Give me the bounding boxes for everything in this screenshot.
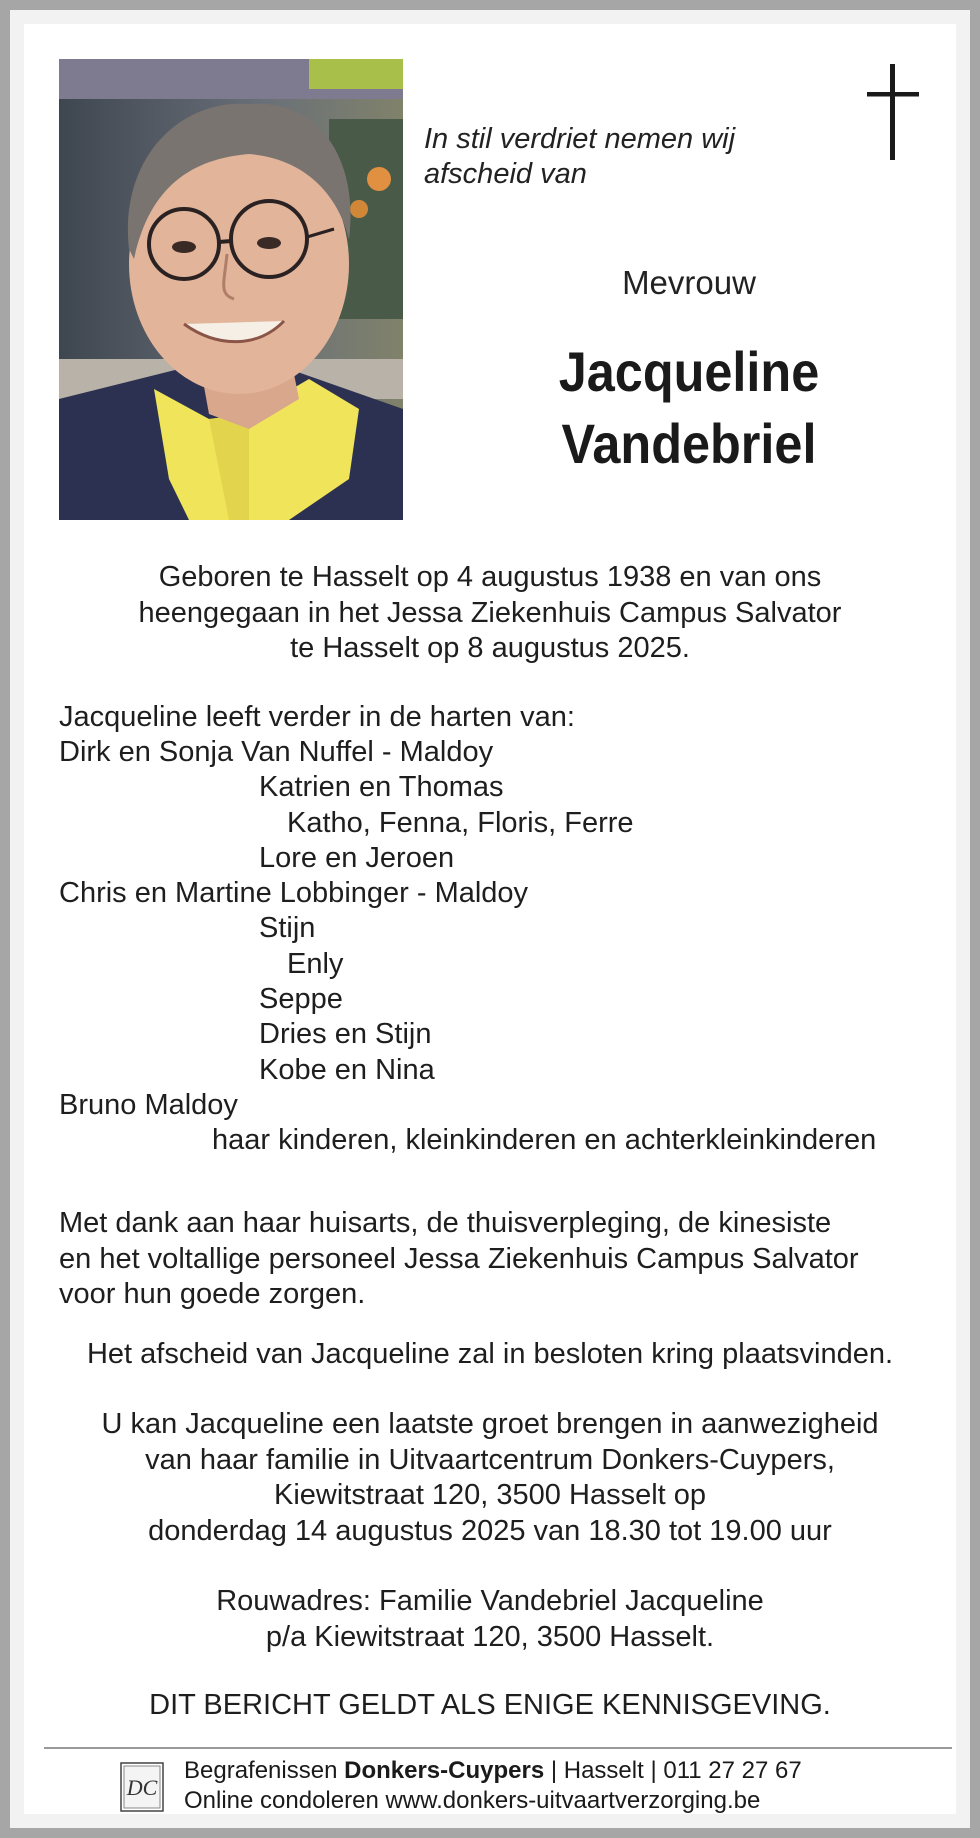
thanks-text: [59, 1206, 859, 1313]
footer-city: Hasselt: [563, 1757, 644, 1784]
family-entry: Seppe: [259, 983, 343, 1016]
deceased-name: [451, 336, 928, 480]
family-entry: Chris en Martine Lobbinger - Maldoy: [59, 877, 529, 910]
family-entry: haar kinderen, kleinkinderen en achterkleinkinderen: [212, 1124, 877, 1157]
family-entry: Dries en Stijn: [259, 1018, 432, 1051]
address-line: Rouwadres: Familie Vandebriel Jacqueline: [216, 1585, 764, 1617]
intro-line-2: afscheid van: [424, 158, 587, 190]
thanks-line: voor hun goede zorgen.: [59, 1278, 366, 1310]
birth-death-info: [24, 560, 956, 667]
portrait-photo: [59, 59, 403, 520]
intro-text: [424, 122, 804, 192]
birth-death-line: te Hasselt op 8 augustus 2025.: [290, 632, 690, 664]
family-entry: Lore en Jeroen: [259, 841, 455, 874]
family-entry: Katrien en Thomas: [259, 771, 504, 804]
family-entry: Bruno Maldoy: [59, 1088, 238, 1121]
family-entry: Katho, Fenna, Floris, Ferre: [287, 806, 634, 839]
last-name: Vandebriel: [561, 412, 817, 475]
visitation-text: [24, 1407, 956, 1549]
footer-separator: |: [650, 1757, 657, 1784]
family-entry: Kobe en Nina: [259, 1053, 435, 1086]
footer-company: Donkers-Cuypers: [344, 1757, 545, 1784]
funeral-home-logo-icon: [120, 1762, 164, 1812]
farewell-text: Het afscheid van Jacqueline zal in besloten kring plaatsvinden.: [86, 1338, 894, 1370]
footer-phone: 011 27 27 67: [663, 1757, 802, 1784]
footer-line-2: Online condoleren www.donkers-uitvaartverzorging.be: [184, 1787, 761, 1814]
address-line: p/a Kiewitstraat 120, 3500 Hasselt.: [265, 1620, 715, 1653]
thanks-line: Met dank aan haar huisarts, de thuisverpleging, de kinesiste: [59, 1207, 832, 1239]
cross-icon: [864, 62, 924, 162]
visitation-line: U kan Jacqueline een laatste groet brengen in aanwezigheid: [101, 1408, 879, 1440]
visitation-line: Kiewitstraat 120, 3500 Hasselt op: [273, 1479, 707, 1511]
footer-info: [184, 1756, 802, 1816]
first-name: Jacqueline: [558, 340, 820, 403]
family-entry: Stijn: [259, 912, 316, 945]
logo-letters: DC: [126, 1775, 158, 1800]
family-heading: Jacqueline leeft verder in de harten van:: [59, 701, 575, 733]
mourning-address: [24, 1584, 956, 1655]
family-entry: Dirk en Sonja Van Nuffel - Maldoy: [59, 736, 494, 768]
family-entry: Enly: [287, 947, 344, 980]
intro-line-1: In stil verdriet nemen wij: [424, 123, 736, 155]
family-list: [59, 735, 876, 1159]
footer-prefix: Begrafenissen: [184, 1757, 338, 1784]
birth-death-line: heengegaan in het Jessa Ziekenhuis Campus Salvator: [138, 596, 842, 629]
visitation-line: donderdag 14 augustus 2025 van 18.30 tot 19.00 uur: [148, 1514, 832, 1547]
deceased-title: Mevrouw: [622, 264, 756, 301]
birth-death-line: Geboren te Hasselt op 4 augustus 1938 en van ons: [158, 561, 822, 593]
obituary-card: [10, 10, 970, 1828]
visitation-line: van haar familie in Uitvaartcentrum Donkers-Cuypers,: [145, 1443, 835, 1476]
notice-text: DIT BERICHT GELDT ALS ENIGE KENNISGEVING.: [149, 1689, 831, 1721]
obituary-content: [24, 24, 956, 1814]
thanks-line: en het voltallige personeel Jessa Ziekenhuis Campus Salvator: [59, 1242, 859, 1275]
footer-separator: |: [550, 1757, 558, 1784]
footer-divider: [44, 1747, 952, 1749]
footer-line-1: [184, 1756, 802, 1786]
